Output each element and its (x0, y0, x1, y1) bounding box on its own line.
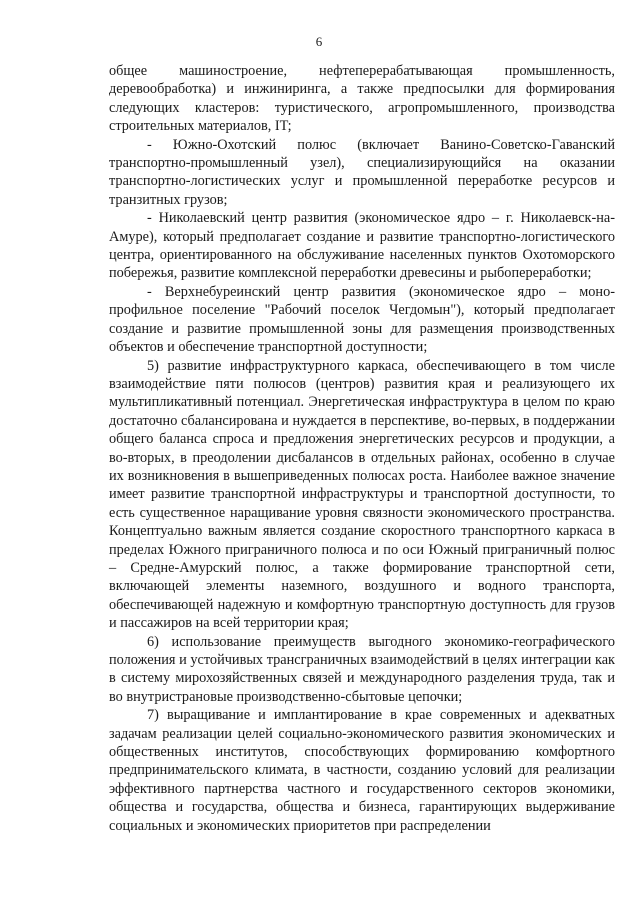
paragraph-nikolaevsk-center: - Николаевский центр развития (экономическое ядро – г. Николаевск-на-Амуре), который предполагает создание и развитие транспортно-логистического центра, ориентированного на обслуживание населенных пунктов Охотоморского побережья, развитие комплексной переработки древесины и рыбопереработки; (109, 210, 615, 282)
page-number: 6 (315, 34, 323, 49)
paragraph-item-7-institutions: 7) выращивание и имплантирование в крае современных и адекватных задачам реализации целей социально-экономического развития экономических и общественных институтов, способствующих формированию комфортного предпринимательского климата, в частности, созданию условий для реализации эффективного партнерства частного и государственного секторов экономики, общества и государства, общества и бизнеса, гарантирующих выдерживание социальных и экономических приоритетов при распределении (109, 707, 615, 834)
paragraph-south-okhotsk-pole: - Южно-Охотский полюс (включает Ванино-Советско-Гаванский транспортно-промышленный узел), специализирующийся на оказании транспортно-логистических услуг и промышленной переработке ресурсов и транзитных грузов; (109, 136, 615, 208)
paragraph-item-5-infrastructure: 5) развитие инфраструктурного каркаса, обеспечивающего в том числе взаимодействие пяти полюсов (центров) развития края и реализующего их мультипликативный потенциал. Энергетическая инфраструктура в целом по краю достаточно сбалансирована и нуждается в перспективе, во-первых, в поддержании общего баланса спроса и предложения энергетических ресурсов и продукции, а во-вторых, в преодолении дисбалансов в отдельных районах, особенно в случае их возникновения в вышеприведенных полюсах роста. Наиболее важное значение имеет развитие транспортной инфраструктуры и транспортной доступности, то есть существенное наращивание уровня связности экономического пространства. Концептуально важным является создание скоростного транспортного каркаса в пределах Южного приграничного полюса и по оси Южный приграничный полюс – Средне-Амурский полюс, а также формирование транспортной сети, включающей элементы наземного, воздушного и водного транспорта, обеспечивающей надежную и комфортную транспортную доступность для грузов и пассажиров на всей территории края; (109, 357, 615, 632)
paragraph-clusters-continuation: общее машиностроение, нефтеперерабатывающая промышленность, деревообработка) и инжиниринга, а также предпосылки для формирования следующих кластеров: туристического, агропромышленного, производства строительных материалов, IT; (109, 63, 615, 135)
document-body (109, 62, 615, 835)
paragraph-item-6-geography: 6) использование преимуществ выгодного экономико-географического положения и устойчивых трансграничных взаимодействий в целях интеграции как в систему мирохозяйственных связей и международного разделения труда, так и во внутристрановые производственно-сбытовые цепочки; (109, 633, 615, 705)
paragraph-verkhnebureinsky-center: - Верхнебуреинский центр развития (экономическое ядро – моно-профильное поселение "Рабочий поселок Чегдомын"), который предполагает создание и развитие промышленной зоны для размещения производственных объектов и обеспечение транспортной доступности; (109, 283, 615, 356)
